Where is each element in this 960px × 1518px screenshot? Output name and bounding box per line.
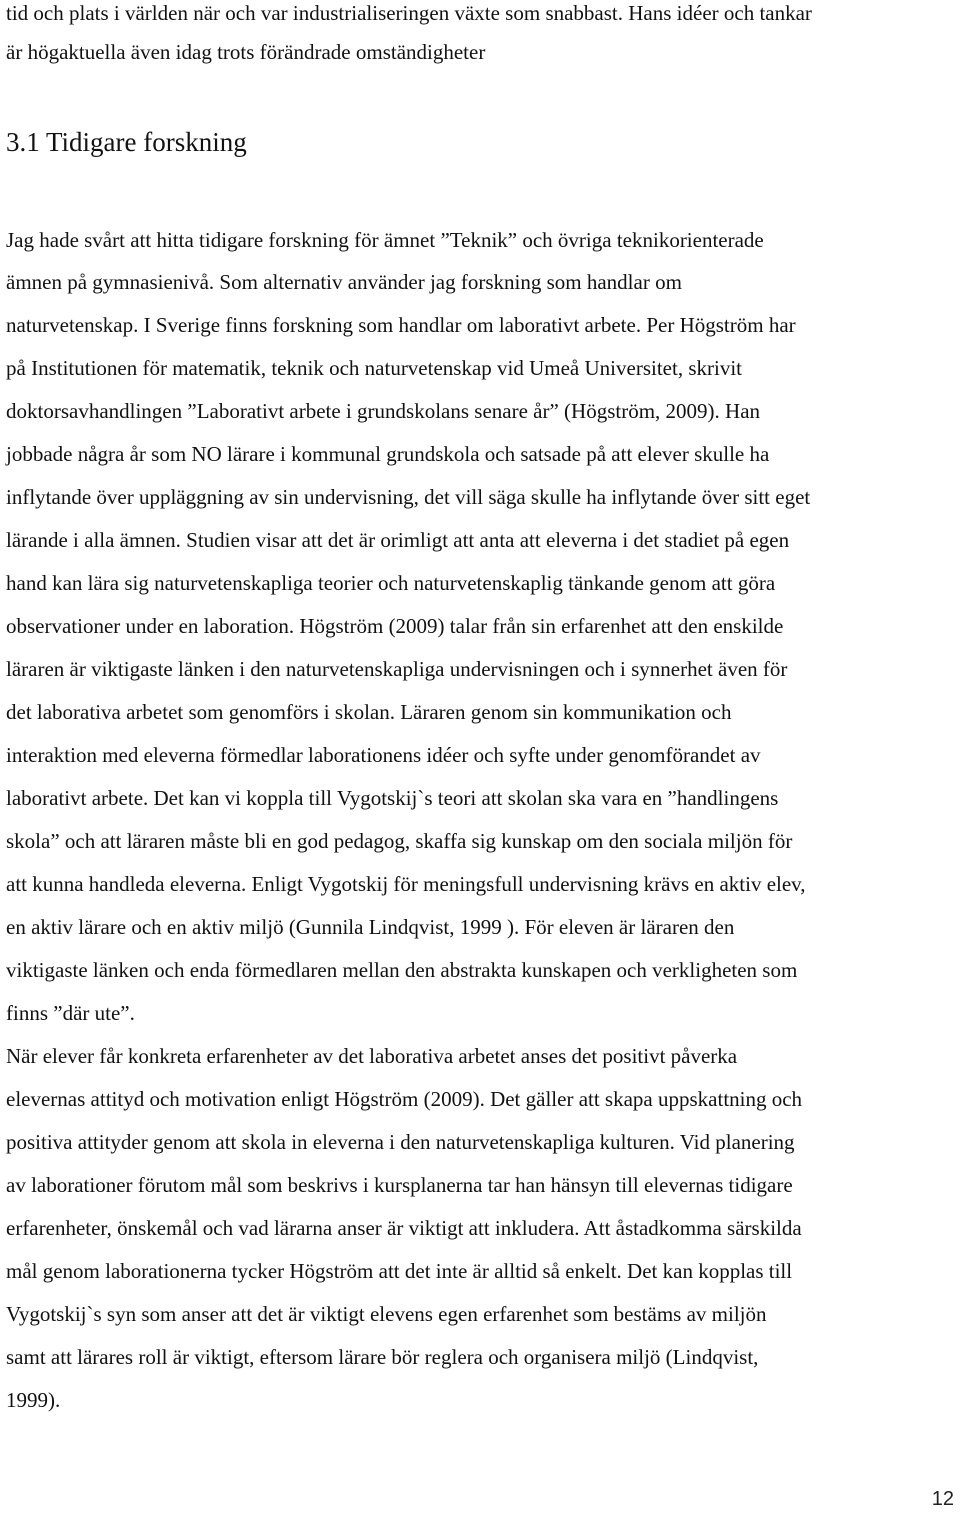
paragraph-line: erfarenheter, önskemål och vad lärarna anser är viktigt att inkludera. Att åstadkomma särskilda bbox=[6, 1216, 802, 1240]
paragraph-line: interaktion med eleverna förmedlar laborationens idéer och syfte under genomförandet av bbox=[6, 743, 761, 767]
paragraph-line: Vygotskij`s syn som anser att det är viktigt elevens egen erfarenhet som bestäms av miljön bbox=[6, 1302, 767, 1326]
paragraph-line: finns ”där ute”. bbox=[6, 1001, 135, 1025]
section-heading: 3.1 Tidigare forskning bbox=[6, 127, 247, 157]
paragraph-line: inflytande över uppläggning av sin undervisning, det vill säga skulle ha inflytande över sitt eget bbox=[6, 485, 811, 509]
page-number: 12 bbox=[931, 1488, 954, 1510]
paragraph-line: samt att lärares roll är viktigt, eftersom lärare bör reglera och organisera miljö (Lindqvist, bbox=[6, 1345, 759, 1369]
paragraph-line: 1999). bbox=[6, 1388, 61, 1412]
paragraph-line: på Institutionen för matematik, teknik och naturvetenskap vid Umeå Universitet, skrivit bbox=[6, 356, 742, 380]
paragraph-line: Jag hade svårt att hitta tidigare forskning för ämnet ”Teknik” och övriga teknikorienterade bbox=[6, 228, 764, 252]
paragraph-line: lärande i alla ämnen. Studien visar att det är orimligt att anta att eleverna i det stadiet på egen bbox=[6, 528, 790, 552]
paragraph-line: naturvetenskap. I Sverige finns forskning som handlar om laborativt arbete. Per Högström har bbox=[6, 313, 796, 337]
paragraph-line: jobbade några år som NO lärare i kommunal grundskola och satsade på att elever skulle ha bbox=[6, 442, 770, 466]
paragraph-line: ämnen på gymnasienivå. Som alternativ använder jag forskning som handlar om bbox=[6, 270, 682, 294]
intro-line: tid och plats i världen när och var industrialiseringen växte som snabbast. Hans idéer och tankar bbox=[6, 1, 812, 25]
paragraph-line: läraren är viktigaste länken i den naturvetenskapliga undervisningen och i synnerhet även för bbox=[6, 657, 788, 681]
paragraph-line: positiva attityder genom att skola in eleverna i den naturvetenskapliga kulturen. Vid planering bbox=[6, 1130, 795, 1154]
paragraph-line: observationer under en laboration. Högström (2009) talar från sin erfarenhet att den enskilde bbox=[6, 614, 784, 638]
paragraph-line: elevernas attityd och motivation enligt Högström (2009). Det gäller att skapa uppskattning och bbox=[6, 1087, 803, 1111]
paragraph-line: av laborationer förutom mål som beskrivs i kursplanerna tar han hänsyn till elevernas tidigare bbox=[6, 1173, 793, 1197]
paragraph-line: mål genom laborationerna tycker Högström att det inte är alltid så enkelt. Det kan kopplas till bbox=[6, 1259, 793, 1283]
paragraph-line: skola” och att läraren måste bli en god pedagog, skaffa sig kunskap om den sociala miljön för bbox=[6, 829, 793, 853]
paragraph-line: laborativt arbete. Det kan vi koppla till Vygotskij`s teori att skolan ska vara en ”handlingens bbox=[6, 786, 779, 810]
paragraph-line: att kunna handleda eleverna. Enligt Vygotskij för meningsfull undervisning krävs en aktiv elev, bbox=[6, 872, 806, 896]
paragraph-line: viktigaste länken och enda förmedlaren mellan den abstrakta kunskapen och verkligheten som bbox=[6, 958, 798, 982]
paragraph-line: det laborativa arbetet som genomförs i skolan. Läraren genom sin kommunikation och bbox=[6, 700, 732, 724]
paragraph-line: en aktiv lärare och en aktiv miljö (Gunnila Lindqvist, 1999 ). För eleven är läraren den bbox=[6, 915, 735, 939]
paragraph-line: När elever får konkreta erfarenheter av det laborativa arbetet anses det positivt påverka bbox=[6, 1044, 738, 1068]
intro-line: är högaktuella även idag trots förändrade omständigheter bbox=[6, 40, 486, 64]
paragraph-line: doktorsavhandlingen ”Laborativt arbete i grundskolans senare år” (Högström, 2009). Han bbox=[6, 399, 761, 423]
paragraph-line: hand kan lära sig naturvetenskapliga teorier och naturvetenskaplig tänkande genom att göra bbox=[6, 571, 776, 595]
